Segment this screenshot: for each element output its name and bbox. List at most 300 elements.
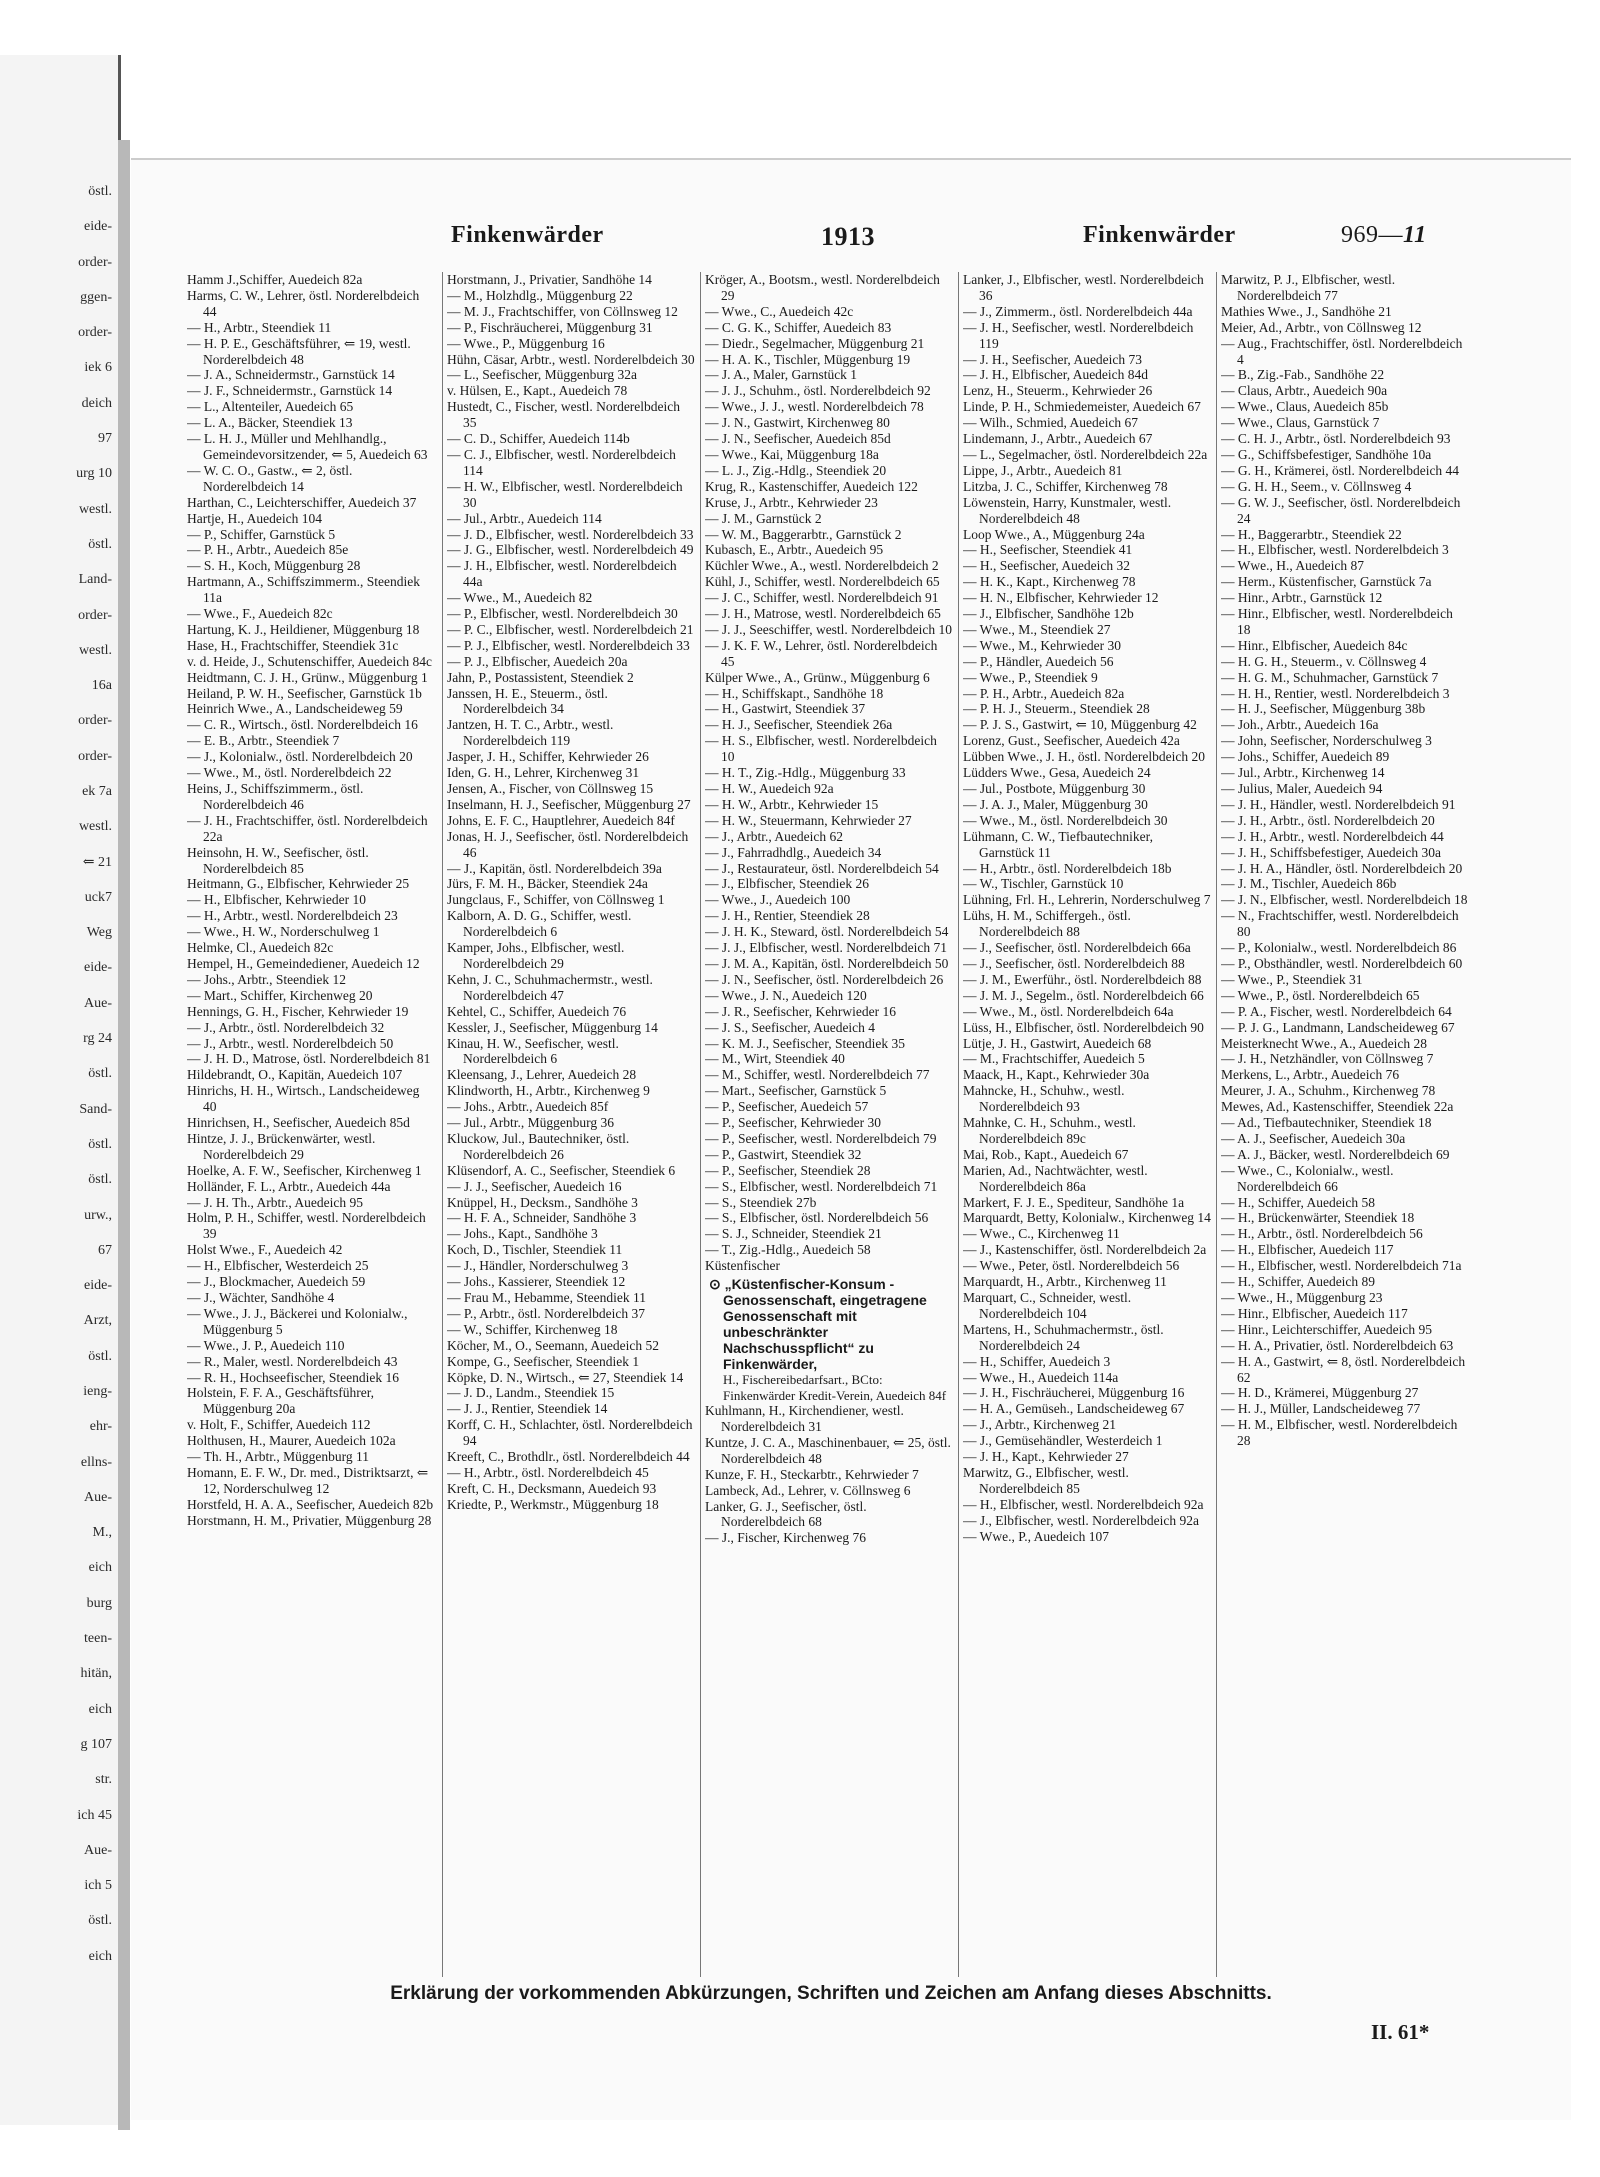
directory-entry: — M., Schiffer, westl. Norderelbdeich 77 [705, 1067, 930, 1083]
left-page-fragment: östl. [88, 1066, 112, 1082]
directory-entry: — Wwe., C., Kirchenweg 11 [963, 1226, 1120, 1242]
directory-entry: — J. J., Rentier, Steendiek 14 [447, 1401, 608, 1417]
left-page-fragment: ggen- [80, 289, 112, 305]
directory-entry: Meurer, J. A., Schuhm., Kirchenweg 78 [1221, 1083, 1436, 1099]
directory-entry: Janssen, H. E., Steuerm., östl. Norderelbdeich 34 [447, 685, 608, 717]
directory-entry: — J. H., Arbtr., westl. Norderelbdeich 44 [1221, 828, 1444, 844]
directory-entry: — J. N., Seefischer, Auedeich 85d [705, 431, 891, 447]
left-page-fragment: eich [88, 1948, 112, 1964]
directory-entry: Marwitz, P. J., Elbfischer, westl. Norderelbdeich 77 [1221, 272, 1396, 303]
directory-entry: — Wwe., J. J., westl. Norderelbdeich 78 [705, 399, 924, 415]
directory-entry: Inselmann, H. J., Seefischer, Müggenburg 27 [447, 796, 691, 812]
left-page-fragment: ellns- [80, 1454, 112, 1470]
directory-entry: — K. M. J., Seefischer, Steendiek 35 [705, 1035, 906, 1051]
directory-entry: — Wwe., Peter, östl. Norderelbdeich 56 [963, 1258, 1180, 1274]
directory-entry: — P., Elbfischer, westl. Norderelbdeich 30 [447, 606, 678, 622]
directory-entry: — H. G. H., Steuerm., v. Cöllnsweg 4 [1221, 653, 1427, 669]
directory-entry: — H., Seefischer, Auedeich 32 [963, 558, 1131, 574]
directory-entry: — J., Restaurateur, östl. Norderelbdeich 54 [705, 860, 939, 876]
directory-entry: — Joh., Arbtr., Auedeich 16a [1221, 717, 1379, 733]
directory-entry: — Johs., Arbtr., Auedeich 85f [447, 1099, 609, 1115]
directory-entry: — Hinr., Elbfischer, Auedeich 84c [1221, 637, 1408, 653]
column-3 [705, 272, 953, 2002]
directory-entry: — Wwe., M., Auedeich 82 [447, 590, 593, 606]
directory-entry: Horstmann, J., Privatier, Sandhöhe 14 [447, 272, 652, 287]
directory-entry: — Wwe., J., Auedeich 100 [705, 892, 851, 908]
directory-entry: — J. A., Maler, Garnstück 1 [705, 367, 858, 383]
directory-entry: — W., Schiffer, Kirchenweg 18 [447, 1321, 618, 1337]
directory-entry: — J. N., Gastwirt, Kirchenweg 80 [705, 415, 890, 431]
directory-entry: — H., Arbtr., östl. Norderelbdeich 18b [963, 860, 1172, 876]
directory-entry: — J. H., Netzhändler, von Cöllnsweg 7 [1221, 1051, 1434, 1067]
directory-entry: — P. J. G., Landmann, Landscheideweg 67 [1221, 1019, 1455, 1035]
directory-entry: — E. B., Arbtr., Steendiek 7 [187, 733, 340, 749]
directory-entry: — P., Schiffer, Garnstück 5 [187, 526, 336, 542]
directory-entry: Lüss, H., Elbfischer, östl. Norderelbdeich 90 [963, 1019, 1204, 1035]
left-page-fragment: ieng- [83, 1384, 112, 1399]
directory-entry: — Jul., Postbote, Müggenburg 30 [963, 781, 1146, 796]
directory-entry: — B., Zig.-Fab., Sandhöhe 22 [1221, 367, 1385, 383]
directory-entry: — J. N., Elbfischer, westl. Norderelbdeich 18 [1221, 892, 1468, 908]
left-page-fragment: Aue- [84, 995, 112, 1011]
directory-entry: Kunze, F. H., Steckarbtr., Kehrwieder 7 [705, 1466, 919, 1482]
directory-entry: — H., Schiffskapt., Sandhöhe 18 [705, 685, 884, 701]
directory-entry: Lübben Wwe., J. H., östl. Norderelbdeich 20 [963, 749, 1205, 765]
directory-entry: — P. H. J., Steuerm., Steendiek 28 [963, 701, 1150, 717]
left-page-fragment: eide- [84, 219, 112, 235]
directory-entry: — J., Kolonialw., östl. Norderelbdeich 20 [187, 749, 413, 765]
directory-entry: — J., Wächter, Sandhöhe 4 [187, 1290, 335, 1305]
directory-entry: Kehtel, C., Schiffer, Auedeich 76 [447, 1003, 627, 1019]
directory-entry: — H. N., Elbfischer, Kehrwieder 12 [963, 590, 1159, 606]
directory-entry: — J. M., Garnstück 2 [705, 510, 822, 526]
directory-entry: — Johs., Arbtr., Steendiek 12 [187, 971, 346, 987]
directory-entry: — J. S., Seefischer, Auedeich 4 [705, 1019, 876, 1035]
directory-entry: — Mart., Seefischer, Garnstück 5 [705, 1083, 887, 1099]
directory-entry: Kehn, J. C., Schuhmachermstr., westl. Norderelbdeich 47 [447, 971, 653, 1003]
directory-entry: — Wwe., H., Auedeich 87 [1221, 558, 1364, 574]
directory-entry: — Julius, Maler, Auedeich 94 [1221, 781, 1383, 796]
directory-entry: — J., Fischer, Kirchenweg 76 [705, 1530, 867, 1546]
directory-entry: — H. G. M., Schuhmacher, Garnstück 7 [1221, 669, 1439, 685]
ad-detail: H., Fischereibedarfsart., BCto: Finkenwärder Kredit-Verein, Auedeich 84f [723, 1372, 947, 1403]
directory-entry: — H., Brückenwärter, Steendiek 18 [1221, 1210, 1415, 1226]
directory-entry: Kamper, Johs., Elbfischer, westl. Norderelbdeich 29 [447, 940, 625, 971]
directory-entry: — P. A., Fischer, westl. Norderelbdeich 64 [1221, 1003, 1452, 1019]
left-page-fragment: order- [78, 713, 112, 729]
directory-entry: — H., Arbtr., östl. Norderelbdeich 45 [447, 1464, 649, 1480]
directory-entry: Hinrichsen, H., Seefischer, Auedeich 85d [187, 1115, 410, 1131]
left-page-fragment: östl. [88, 536, 112, 552]
directory-entry: — J., Elbfischer, Steendiek 26 [705, 876, 870, 892]
directory-entry: Jasper, J. H., Schiffer, Kehrwieder 26 [447, 749, 649, 765]
directory-entry: Jahn, P., Postassistent, Steendiek 2 [447, 669, 634, 685]
left-page-edge [0, 55, 121, 2125]
directory-entry: — J. J., Seeschiffer, westl. Norderelbdeich 10 [705, 621, 953, 637]
directory-entry: — J., Blockmacher, Auedeich 59 [187, 1274, 366, 1290]
left-page-fragment: eide- [84, 960, 112, 976]
left-page-fragment: 16a [91, 678, 112, 694]
directory-entry: — A. J., Seefischer, Auedeich 30a [1221, 1130, 1406, 1146]
directory-entry: — J. M. A., Kapitän, östl. Norderelbdeich 50 [705, 955, 949, 971]
directory-entry: Kessler, J., Seefischer, Müggenburg 14 [447, 1019, 658, 1035]
directory-entry: Kuntze, J. C. A., Maschinenbauer, ⇐ 25, östl. Norderelbdeich 48 [705, 1434, 951, 1466]
directory-entry: — H. J., Müller, Landscheideweg 77 [1221, 1401, 1421, 1417]
left-page-fragment: ek 7a [82, 784, 112, 799]
directory-entry: — J. M., Tischler, Auedeich 86b [1221, 876, 1397, 892]
directory-entry: Markert, F. J. E., Spediteur, Sandhöhe 1a [963, 1194, 1185, 1210]
directory-entry: — J. H., Elbfischer, Auedeich 84d [963, 367, 1149, 383]
directory-entry: — H., Baggerarbtr., Steendiek 22 [1221, 526, 1402, 542]
directory-entry: Marquart, C., Schneider, westl. Norderelbdeich 104 [963, 1290, 1132, 1321]
directory-entry: — Wwe., M., östl. Norderelbdeich 30 [963, 812, 1168, 828]
left-page-fragment: Sand- [79, 1101, 112, 1117]
directory-entry: — S., Elbfischer, östl. Norderelbdeich 56 [705, 1210, 929, 1226]
directory-entry: — P., Händler, Auedeich 56 [963, 653, 1114, 669]
directory-entry: Kleensang, J., Lehrer, Auedeich 28 [447, 1067, 637, 1083]
directory-entry: Litzba, J. C., Schiffer, Kirchenweg 78 [963, 478, 1168, 494]
directory-entry: — Wwe., J. P., Auedeich 110 [187, 1337, 345, 1353]
directory-entry: — Johs., Schiffer, Auedeich 89 [1221, 749, 1390, 765]
directory-entry: — P. J. S., Gastwirt, ⇐ 10, Müggenburg 42 [963, 717, 1197, 733]
directory-entry: — H., Schiffer, Auedeich 3 [963, 1353, 1111, 1369]
left-page-fragment: Aue- [84, 1842, 112, 1858]
directory-entry: — S. H., Koch, Müggenburg 28 [187, 558, 361, 574]
directory-entry: — H. J., Seefischer, Steendiek 26a [705, 717, 893, 733]
directory-entry: Merkens, L., Arbtr., Auedeich 76 [1221, 1067, 1400, 1083]
directory-entry: — J., Gemüsehändler, Westerdeich 1 [963, 1433, 1163, 1449]
left-page-fragment: order- [78, 254, 112, 270]
directory-entry: — P., Arbtr., östl. Norderelbdeich 37 [447, 1305, 645, 1321]
left-page-fragment: östl. [88, 1136, 112, 1152]
directory-entry: — H. A., Privatier, östl. Norderelbdeich 63 [1221, 1337, 1454, 1353]
left-page-fragment: teen- [84, 1631, 112, 1647]
directory-entry: Lorenz, Gust., Seefischer, Auedeich 42a [963, 733, 1180, 749]
directory-entry: — Wwe., C., Kolonialw., westl. Norderelbdeich 66 [1221, 1162, 1394, 1194]
directory-entry: — S., Steendiek 27b [705, 1194, 817, 1210]
directory-entry: — J., Seefischer, östl. Norderelbdeich 66a [963, 940, 1191, 956]
directory-entry: Kriedte, P., Werkmstr., Müggenburg 18 [447, 1496, 659, 1512]
directory-entry: — P., Kolonialw., westl. Norderelbdeich 86 [1221, 940, 1457, 956]
directory-entry: — J. J., Seefischer, Auedeich 16 [447, 1178, 622, 1194]
directory-entry: Koch, D., Tischler, Steendiek 11 [447, 1242, 623, 1258]
directory-entry: — P., Fischräucherei, Müggenburg 31 [447, 319, 653, 335]
directory-entry: — Th. H., Arbtr., Müggenburg 11 [187, 1449, 369, 1465]
page-signature: II. 61* [1371, 2020, 1430, 2044]
directory-entry: — J., Arbtr., Auedeich 62 [705, 828, 843, 844]
left-page-fragment: westl. [78, 819, 112, 835]
left-page-fragment: östl. [88, 1348, 112, 1364]
directory-entry: Hartmann, A., Schiffszimmerm., Steendiek 11a [187, 574, 420, 606]
directory-entry: — H., Elbfischer, Kehrwieder 10 [187, 892, 367, 908]
directory-entry: — L. J., Zig.-Hdlg., Steendiek 20 [705, 462, 887, 478]
directory-entry: — P., Seefischer, Steendiek 28 [705, 1162, 871, 1178]
directory-entry: — H. S., Elbfischer, westl. Norderelbdeich 10 [705, 733, 937, 765]
directory-entry: — H. P. E., Geschäftsführer, ⇐ 19, westl. Norderelbdeich 48 [187, 335, 411, 367]
left-page-fragment: rg 24 [83, 1031, 112, 1047]
directory-entry: Iden, G. H., Lehrer, Kirchenweg 31 [447, 765, 640, 781]
directory-entry: — C. D., Schiffer, Auedeich 114b [447, 431, 630, 447]
directory-entry: Johns, E. F. C., Hauptlehrer, Auedeich 84f [447, 812, 675, 828]
directory-entry: Holst Wwe., F., Auedeich 42 [187, 1242, 343, 1258]
directory-entry: — J. H., Schiffsbefestiger, Auedeich 30a [1221, 844, 1442, 860]
directory-entry: — W. C. O., Gastw., ⇐ 2, östl. Norderelbdeich 14 [187, 462, 353, 494]
directory-entry: — C. G. K., Schiffer, Auedeich 83 [705, 319, 892, 335]
directory-entry: Jensen, A., Fischer, von Cöllnsweg 15 [447, 781, 654, 796]
directory-entry: — J. K. F. W., Lehrer, östl. Norderelbdeich 45 [705, 637, 938, 669]
directory-entry: — H., Elbfischer, westl. Norderelbdeich 71a [1221, 1258, 1462, 1274]
directory-entry: Lühmann, C. W., Tiefbautechniker, Garnstück 11 [963, 828, 1153, 860]
directory-entry: Hamm J.,Schiffer, Auedeich 82a [187, 272, 363, 287]
directory-entry: Mewes, Ad., Kastenschiffer, Steendiek 22a [1221, 1099, 1454, 1115]
directory-entry: — Mart., Schiffer, Kirchenweg 20 [187, 987, 373, 1003]
left-page-fragment: westl. [78, 642, 112, 658]
directory-entry: — Wwe., M., Kehrwieder 30 [963, 637, 1121, 653]
abbreviation-note: Erklärung der vorkommenden Abkürzungen, Schriften und Zeichen am Anfang dieses Abschnitts. [390, 1983, 1272, 2004]
directory-entry: — H. D., Krämerei, Müggenburg 27 [1221, 1385, 1419, 1401]
directory-entry: — J. H., Händler, westl. Norderelbdeich 91 [1221, 796, 1456, 812]
directory-entry: Maack, H., Kapt., Kehrwieder 30a [963, 1067, 1150, 1083]
directory-entry: Lippe, J., Arbtr., Auedeich 81 [963, 462, 1123, 478]
directory-entry: — Wwe., H., Auedeich 114a [963, 1369, 1119, 1385]
left-page-fragment: eich [88, 1701, 112, 1717]
book-gutter [118, 140, 130, 2130]
column-divider [1216, 272, 1217, 1977]
directory-entry: — H., Gastwirt, Steendiek 37 [705, 701, 866, 717]
directory-entry: — Wwe., M., östl. Norderelbdeich 22 [187, 765, 392, 781]
left-page-fragment: urw., [84, 1207, 112, 1223]
directory-entry: — H. W., Arbtr., Kehrwieder 15 [705, 796, 879, 812]
directory-entry: Hartje, H., Auedeich 104 [187, 510, 322, 526]
directory-entry: Löwenstein, Harry, Kunstmaler, westl. Norderelbdeich 48 [963, 494, 1172, 526]
left-page-fragment: order- [78, 325, 112, 341]
directory-entry: Hempel, H., Gemeindediener, Auedeich 12 [187, 955, 420, 971]
directory-entry: — H., Elbfischer, Auedeich 117 [1221, 1242, 1394, 1258]
directory-entry: Kröger, A., Bootsm., westl. Norderelbdeich 29 [705, 272, 940, 303]
directory-entry: Heinsohn, H. W., Seefischer, östl. Norderelbdeich 85 [187, 844, 369, 876]
directory-entry: Hustedt, C., Fischer, westl. Norderelbdeich 35 [447, 399, 681, 431]
directory-entry: Mathies Wwe., J., Sandhöhe 21 [1221, 303, 1392, 319]
directory-entry: — Wwe., Claus, Garnstück 7 [1221, 415, 1380, 431]
header-year: 1913 [821, 222, 875, 251]
directory-entry: Holthusen, H., Maurer, Auedeich 102a [187, 1433, 396, 1449]
ad-symbol-icon: ⊙ [709, 1276, 721, 1293]
directory-entry: Kreft, C. H., Decksmann, Auedeich 93 [447, 1480, 657, 1496]
left-page-fragment: urg 10 [76, 466, 112, 482]
directory-entry: — John, Seefischer, Norderschulweg 3 [1221, 733, 1432, 749]
directory-entry: — J. H., Frachtschiffer, östl. Norderelbdeich 22a [187, 812, 428, 844]
directory-entry: — Ad., Tiefbautechniker, Steendiek 18 [1221, 1115, 1432, 1131]
directory-entry: — L. A., Bäcker, Steendiek 13 [187, 415, 353, 431]
directory-entry: — R., Maler, westl. Norderelbdeich 43 [187, 1353, 398, 1369]
left-page-fragment: ⇐ 21 [82, 854, 112, 870]
directory-entry: — Wwe., P., Müggenburg 16 [447, 335, 605, 351]
directory-entry: — Hinr., Elbfischer, Auedeich 117 [1221, 1305, 1408, 1321]
directory-entry: — H. J., Seefischer, Müggenburg 38b [1221, 701, 1426, 717]
directory-entry: — J., Fahrradhdlg., Auedeich 34 [705, 844, 882, 860]
directory-entry: Lüdders Wwe., Gesa, Auedeich 24 [963, 765, 1151, 781]
directory-entry: — P., Seefischer, westl. Norderelbdeich 79 [705, 1130, 937, 1146]
directory-entry: Holländer, F. L., Arbtr., Auedeich 44a [187, 1178, 391, 1194]
directory-entry: Hennings, G. H., Fischer, Kehrwieder 19 [187, 1003, 409, 1019]
directory-entry: — G. H. H., Seem., v. Cöllnsweg 4 [1221, 478, 1412, 494]
left-page-fragment: ich 45 [77, 1807, 112, 1823]
directory-entry: Hinrichs, H. H., Wirtsch., Landscheideweg 40 [187, 1083, 420, 1115]
directory-entry: — M. J., Frachtschiffer, von Cöllnsweg 12 [447, 303, 678, 319]
directory-entry: — J., Elbfischer, westl. Norderelbdeich 92a [963, 1512, 1200, 1528]
directory-entry: Marquardt, H., Arbtr., Kirchenweg 11 [963, 1274, 1167, 1290]
directory-entry: — H., Schiffer, Auedeich 89 [1221, 1274, 1376, 1290]
directory-entry: Martens, H., Schuhmachermstr., östl. Norderelbdeich 24 [963, 1321, 1164, 1353]
directory-entry: — Johs., Kassierer, Steendiek 12 [447, 1274, 626, 1290]
directory-entry: — J. H. Th., Arbtr., Auedeich 95 [187, 1194, 363, 1210]
directory-entry: — H. A., Gemüseh., Landscheideweg 67 [963, 1401, 1185, 1417]
directory-entry: — H. F. A., Schneider, Sandhöhe 3 [447, 1210, 637, 1226]
directory-entry: — M., Frachtschiffer, Auedeich 5 [963, 1051, 1145, 1067]
left-page-fragment: M., [92, 1525, 112, 1541]
directory-entry: — J. H., Elbfischer, westl. Norderelbdeich 44a [447, 558, 677, 590]
directory-entry: — H., Arbtr., östl. Norderelbdeich 56 [1221, 1226, 1423, 1242]
directory-entry: Meisterknecht Wwe., A., Auedeich 28 [1221, 1035, 1427, 1051]
left-page-fragment: burg [86, 1595, 112, 1611]
directory-entry: — Diedr., Segelmacher, Müggenburg 21 [705, 335, 925, 351]
directory-entry: — J. R., Seefischer, Kehrwieder 16 [705, 1003, 897, 1019]
directory-entry: Mahncke, H., Schuhw., westl. Norderelbdeich 93 [963, 1083, 1125, 1115]
directory-entry: — J., Elbfischer, Sandhöhe 12b [963, 606, 1134, 622]
directory-entry: — H., Schiffer, Auedeich 58 [1221, 1194, 1376, 1210]
left-page-fragment: westl. [78, 501, 112, 517]
directory-entry: — Wwe., J. N., Auedeich 120 [705, 987, 867, 1003]
directory-entry: — J. H. A., Händler, östl. Norderelbdeich 20 [1221, 860, 1463, 876]
directory-entry: Heidtmann, C. J. H., Grünw., Müggenburg 1 [187, 669, 428, 685]
directory-entry: Harthan, C., Leichterschiffer, Auedeich 37 [187, 494, 417, 510]
directory-entry: Kalborn, A. D. G., Schiffer, westl. Norderelbdeich 6 [447, 908, 632, 940]
left-page-fragment: östl. [88, 1172, 112, 1188]
directory-entry: Kruse, J., Arbtr., Kehrwieder 23 [705, 494, 878, 510]
directory-entry: — H. W., Elbfischer, westl. Norderelbdeich 30 [447, 478, 683, 510]
left-page-fragment: 67 [98, 1242, 112, 1258]
directory-entry: — Wwe., Kai, Müggenburg 18a [705, 446, 879, 462]
directory-entry: Lenz, H., Steuerm., Kehrwieder 26 [963, 383, 1153, 399]
directory-entry: v. Hülsen, E., Kapt., Auedeich 78 [447, 383, 628, 399]
left-page-fragment: hitän, [80, 1666, 112, 1682]
directory-entry: Hintze, J. J., Brückenwärter, westl. Norderelbdeich 29 [187, 1130, 376, 1162]
directory-entry: — Hinr., Leichterschiffer, Auedeich 95 [1221, 1321, 1433, 1337]
directory-entry: — J. G., Elbfischer, westl. Norderelbdeich 49 [447, 542, 694, 558]
directory-entry: — H., Arbtr., Steendiek 11 [187, 319, 332, 335]
directory-entry: — H. K., Kapt., Kirchenweg 78 [963, 574, 1136, 590]
column-4 [963, 272, 1211, 2002]
directory-entry: — Wwe., H. W., Norderschulweg 1 [187, 924, 380, 940]
directory-entry: Heins, J., Schiffszimmerm., östl. Norderelbdeich 46 [187, 781, 364, 812]
left-page-fragment: 97 [98, 431, 112, 447]
directory-entry: — T., Zig.-Hdlg., Auedeich 58 [705, 1242, 871, 1258]
left-page-fragment: ich 5 [84, 1878, 112, 1894]
directory-entry: — J. H., Rentier, Steendiek 28 [705, 908, 870, 924]
directory-entry: — M., Holzhdlg., Müggenburg 22 [447, 287, 633, 303]
directory-entry: Heinrich Wwe., A., Landscheideweg 59 [187, 701, 403, 717]
left-page-fragment: order- [78, 607, 112, 623]
directory-entry: — M., Wirt, Steendiek 40 [705, 1051, 845, 1067]
left-page-fragment: g 107 [80, 1736, 112, 1752]
directory-entry: — Wwe., P., Steendiek 9 [963, 669, 1098, 685]
left-page-fragment: str. [95, 1772, 112, 1788]
directory-entry: — Jul., Arbtr., Auedeich 114 [447, 510, 602, 526]
directory-entry: v. d. Heide, J., Schutenschiffer, Auedeich 84c [187, 653, 433, 669]
directory-entry: — G. W. J., Seefischer, östl. Norderelbdeich 24 [1221, 494, 1461, 526]
directory-entry: — J. A. J., Maler, Müggenburg 30 [963, 796, 1148, 812]
directory-entry: — P. C., Elbfischer, westl. Norderelbdeich 21 [447, 621, 694, 637]
directory-entry: — J. H., Fischräucherei, Müggenburg 16 [963, 1385, 1185, 1401]
directory-entry: — H. T., Zig.-Hdlg., Müggenburg 33 [705, 765, 906, 781]
directory-entry: Mai, Rob., Kapt., Auedeich 67 [963, 1146, 1129, 1162]
column-divider [442, 272, 443, 1977]
directory-entry: — J. J., Elbfischer, westl. Norderelbdeich 71 [705, 940, 948, 956]
directory-entry: — J., Kapitän, östl. Norderelbdeich 39a [447, 860, 662, 876]
left-page-fragment: order- [78, 748, 112, 764]
directory-entry: Korff, C. H., Schlachter, östl. Norderelbdeich 94 [447, 1417, 693, 1449]
left-page-fragment: Arzt, [83, 1313, 112, 1329]
directory-entry: — H., Elbfischer, Westerdeich 25 [187, 1258, 369, 1274]
directory-entry: — J. M., Ewerführ., östl. Norderelbdeich 88 [963, 971, 1202, 987]
directory-entry: Holm, P. H., Schiffer, westl. Norderelbdeich 39 [187, 1210, 426, 1242]
directory-entry: — J. A., Schneidermstr., Garnstück 14 [187, 367, 395, 383]
left-page-fragment: Weg [86, 925, 112, 941]
directory-entry: Kluckow, Jul., Bautechniker, östl. Norderelbdeich 26 [447, 1130, 630, 1162]
directory-entry: — L. H. J., Müller und Mehlhandlg., Gemeindevorsitzender, ⇐ 5, Auedeich 63 [187, 431, 428, 462]
directory-entry: — S. J., Schneider, Steendiek 21 [705, 1226, 882, 1242]
directory-entry: — Hinr., Elbfischer, westl. Norderelbdeich 18 [1221, 606, 1453, 637]
directory-entry: — Jul., Arbtr., Kirchenweg 14 [1221, 765, 1385, 781]
directory-entry: Holstein, F. F. A., Geschäftsführer, Müggenburg 20a [187, 1385, 375, 1417]
directory-entry: — L., Altenteiler, Auedeich 65 [187, 399, 354, 415]
directory-entry: — A. J., Bäcker, westl. Norderelbdeich 69 [1221, 1146, 1450, 1162]
directory-entry: — H. A. K., Tischler, Müggenburg 19 [705, 351, 911, 367]
left-page-fragment: östl. [88, 1913, 112, 1929]
directory-entry: Klindworth, H., Arbtr., Kirchenweg 9 [447, 1083, 650, 1099]
directory-entry: — P. H., Arbtr., Auedeich 85e [187, 542, 349, 558]
directory-entry: — Wwe., Claus, Auedeich 85b [1221, 399, 1389, 415]
directory-entry: Jürs, F. M. H., Bäcker, Steendiek 24a [447, 876, 648, 892]
directory-entry: Hildebrandt, O., Kapitän, Auedeich 107 [187, 1067, 403, 1083]
directory-entry: — Herm., Küstenfischer, Garnstück 7a [1221, 574, 1432, 590]
directory-entry: Meier, Ad., Arbtr., von Cöllnsweg 12 [1221, 319, 1422, 335]
directory-entry: — C. H. J., Arbtr., östl. Norderelbdeich 93 [1221, 431, 1451, 447]
left-page-fragment: eich [88, 1560, 112, 1576]
directory-entry: Kühl, J., Schiffer, westl. Norderelbdeich 65 [705, 574, 940, 590]
directory-entry: — P., Seefischer, Kehrwieder 30 [705, 1115, 882, 1131]
directory-entry: Klüsendorf, A. C., Seefischer, Steendiek 6 [447, 1162, 676, 1178]
header-page-number: 969—11 [1341, 222, 1427, 248]
directory-entry: Lühning, Frl. H., Lehrerin, Norderschulweg 7 [963, 892, 1211, 908]
directory-entry: — W. M., Baggerarbtr., Garnstück 2 [705, 526, 902, 542]
directory-entry: — Hinr., Arbtr., Garnstück 12 [1221, 590, 1383, 606]
directory-entry: — Claus, Arbtr., Auedeich 90a [1221, 383, 1388, 399]
directory-entry: — H., Seefischer, Steendiek 41 [963, 542, 1133, 558]
directory-entry: Lütje, J. H., Gastwirt, Auedeich 68 [963, 1035, 1152, 1051]
directory-entry: — Wwe., F., Auedeich 82c [187, 606, 333, 622]
column-divider [700, 272, 701, 1977]
directory-entry: Lanker, J., Elbfischer, westl. Norderelbdeich 36 [963, 272, 1204, 303]
directory-entry: — J., Seefischer, östl. Norderelbdeich 88 [963, 955, 1185, 971]
left-page-fragment: ehr- [89, 1419, 112, 1435]
directory-entry: — N., Frachtschiffer, westl. Norderelbdeich 80 [1221, 908, 1459, 940]
directory-entry: Linde, P. H., Schmiedemeister, Auedeich 67 [963, 399, 1201, 415]
directory-entry: Hase, H., Frachtschiffer, Steendiek 31c [187, 637, 399, 653]
directory-entry: Horstmann, H. M., Privatier, Müggenburg 28 [187, 1512, 432, 1528]
directory-entry: — H., Elbfischer, westl. Norderelbdeich 92a [963, 1496, 1204, 1512]
directory-entry: — J. D., Landm., Steendiek 15 [447, 1385, 615, 1401]
